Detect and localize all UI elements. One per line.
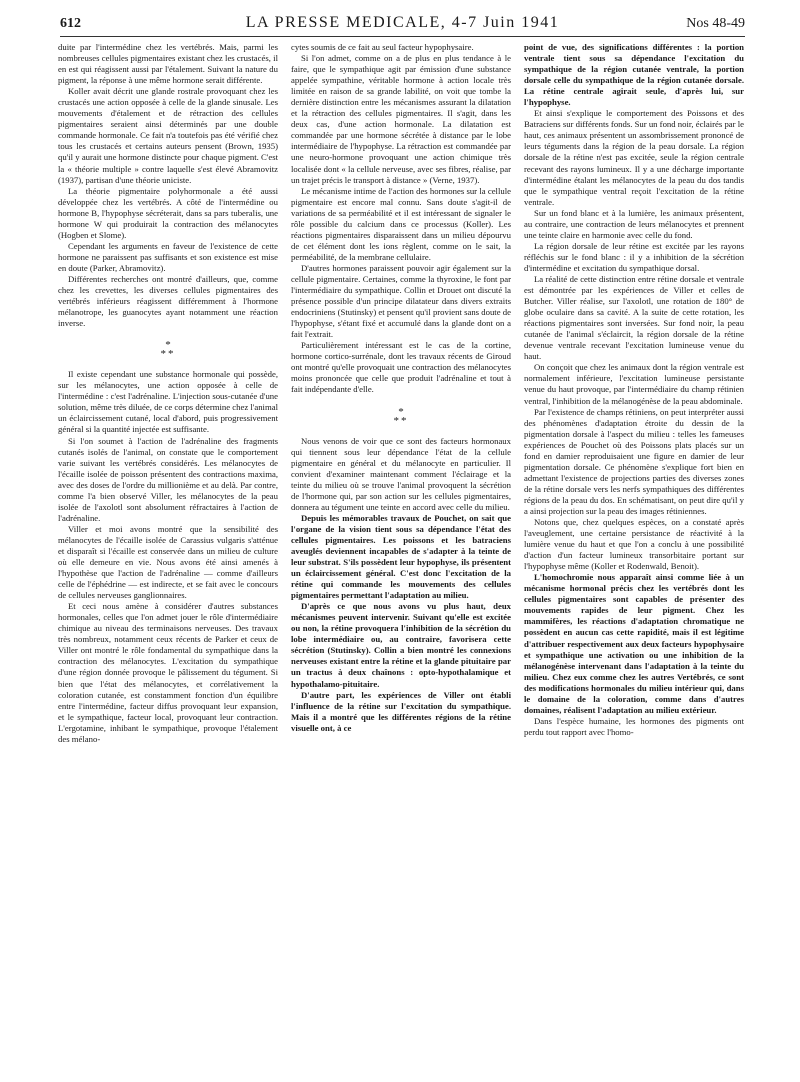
paragraph: Particulièrement intéressant est le cas de la cortine, hormone cortico-surrénale, dont les travaux récents de Giroud ont montré qu'elle provoquait une contraction des mélanocytes moins prononcée que celle que produit l'adrénaline et tout à fait indépendante d'elle. [291,340,511,395]
paragraph: Le mécanisme intime de l'action des hormones sur la cellule pigmentaire est encore mal connu. Sans doute s'agit-il de variations de sa perméabilité et il est intéressant de signaler le rôle possible du calcium dans ce processus (Koller). Les réactions pigmentaires disparaissent dans un milieu dépourvu de cet élément dont les ions règlent, comme on le sait, la perméabilité, de la membrane cellulaire. [291,185,511,262]
paragraph: Cependant les arguments en faveur de l'existence de cette hormone ne paraissent pas suffisants et son existence est mise en doute (Parker, Abramovitz). [58,240,278,273]
section-separator-asterisks: * ** [393,405,409,427]
paragraph: D'après ce que nous avons vu plus haut, deux mécanismes peuvent intervenir. Suivant qu'elle est excitée ou non, la rétine provoquera l'inhibition de la sécrétion du lobe intermédiaire ou, au contraire, favorisera cette sécrétion (Stutinsky). Collin a bien montré les connexions nerveuses existant entre la rétine et la glande pituitaire par un tractus à deux chaînons : opto-hypothalamique et hypothalamo-pituitaire. [291,601,511,689]
paragraph: cytes soumis de ce fait au seul facteur hypophysaire. [291,42,474,52]
text-column-3 [524,42,744,738]
paragraph: point de vue, des significations différentes : la portion ventrale tient sous sa dépendance l'excitation du sympathique de la région cutanée ventrale, la portion dorsale celle du sympathique de la région cutanée dorsale. La rétine centrale agirait seule, d'après lui, sur l'hypophyse. [524,42,744,108]
paragraph: Nous venons de voir que ce sont des facteurs hormonaux qui tiennent sous leur dépendance l'état de la cellule pigmentaire en général et du mélanocyte en particulier. Il convient d'examiner maintenant comment l'éclairage et la teinte du milieu où se trouve l'animal provoquent la sécrétion de l'hormone qui, par son action sur les cellules pigmentaires, donnera au tégument une teinte en accord avec celle du milieu. [291,435,511,512]
paragraph: Sur un fond blanc et à la lumière, les animaux présentent, au contraire, une contraction de leurs mélanocytes et prennent une teinte claire en harmonie avec celle du fond. [524,207,744,240]
paragraph: Viller et moi avons montré que la sensibilité des mélanocytes de l'écaille isolée de Carassius vulgaris s'atténue et disparaît si l'écaille est conservée dans un milieu de culture où elle demeure en vie. Nous avons été ainsi amenés à l'hypothèse que l'action de l'adrénaline — comme d'ailleurs celle de l'éphédrine — est indirecte, et se fait avec le concours de cellules nerveuses ganglionnaires. [58,523,278,601]
text-column-2 [291,42,511,734]
paragraph: La région dorsale de leur rétine est excitée par les rayons réfléchis sur le fond blanc : il y a inhibition de la sécrétion d'intermédine et excitation du sympathique dorsal. [524,240,744,273]
paragraph: La théorie pigmentaire polyhormonale a été aussi développée chez les vertébrés. A côté de l'intermédine ou hormone B, l'hypophyse sécréterait, dans sa pars tuberalis, une hormone W qui produirait la contraction des mélanocytes (Hogben et Slome). [58,185,278,240]
journal-title-line [150,14,655,32]
paragraph: Différentes recherches ont montré d'ailleurs, que, comme chez les crevettes, les diverses cellules pigmentaires des vertébrés inférieurs réagissent différemment à l'hormone mélanotrope, les guanocytes ayant notamment une réaction inverse. [58,273,278,329]
section-separator-asterisks: * ** [160,339,176,361]
header-rule [60,36,745,37]
paragraph: Et ceci nous amène à considérer d'autres substances hormonales, celles que l'on admet jouer le rôle d'intermédiaire chimique au niveau des terminaisons nerveuses. Des travaux très nombreux, notamment ceux récents de Parker et ceux de Viller ont montré le rôle fondamental du sympathique dans la contraction des mélanocytes. L'excitation du sympathique d'une région donnée provoque le pâlissement du tégument. Si bien que l'état des mélanocytes, et corrélativement la coloration cutanée, est constamment fonction d'un équilibre entre l'intermédine, facteur diffus provoquant leur expansion, et le sympathique, facteur local, provoquant leur contraction. L'ergotamine, inhibant le sympathique, provoque l'étalement des mélano- [58,601,278,744]
paragraph: L'homochromie nous apparaît ainsi comme liée à un mécanisme hormonal précis chez les vertébrés dont les cellules pigmentaires sont capables de présenter des mouvements rapides de leur pigment. Chez les mammifères, les réactions d'adaptation chromatique ne possèdent en aucun cas cette rapidité, mais il est légitime d'attribuer respectivement aux deux facteurs hypophysaire et sympathique une activation ou une inhibition de la mélanogénèse intervenant dans l'adaptation à la teinte du milieu. Chez eux comme chez les autres Vertébrés, ce sont des modifications hormonales du milieu intérieur qui, dans le domaine de la coloration, comme dans d'autres domaines, réalisent l'adaptation au milieu extérieur. [524,572,744,715]
paragraph: On conçoit que chez les animaux dont la région ventrale est normalement inférieure, l'excitation lumineuse persistante venue du haut provoque, par l'intermédiaire du champ rétinien ventral, l'inhibition de la mélanogénèse de la peau abdominale. [524,362,744,406]
paragraph: D'autre part, les expériences de Viller ont établi l'influence de la rétine sur l'excitation du sympathique. Mais il a montré que les différentes régions de la rétine visuelle ont, à ce [291,689,511,733]
paragraph: Depuis les mémorables travaux de Pouchet, on sait que l'organe de la vision tient sous sa dépendance l'état des cellules pigmentaires. Les poissons et les batraciens aveuglés deviennent incapables de s'adapter à la teinte de leur substrat. S'ils possèdent leur hypophyse, ils présentent un éclaircissement général. C'est donc l'excitation de la rétine qui commande les mouvements des cellules pigmentaires permettant l'adaptation au milieu. [291,512,511,601]
issue-date: 4-7 Juin 1941 [451,14,560,31]
page-number: 612 [60,16,81,31]
paragraph: Si l'on soumet à l'action de l'adrénaline des fragments cutanés isolés de l'animal, on constate que le comportement varie suivant les vertébrés considérés. Les mélanocytes de l'écaille isolée de poisson présentent des contractions maxima, avec des doses de l'ordre du millionième et au delà. Par contre, comme l'a bien observé Viller, les mélanocytes de la peau isolée de l'axolotl sont absolument réfractaires à l'action de l'adrénaline. [58,435,278,523]
paragraph: Notons que, chez quelques espèces, on a constaté après l'aveuglement, une certaine persistance de réactivité à la lumière venue du haut et que l'on a conclu à une possibilité d'action d'un facteur lumineux transorbitaire portant sur l'hypophyse même (Koller et Rodenwald, Benoit). [524,517,744,572]
journal-title: LA PRESSE MEDICALE, [245,14,447,31]
paragraph: Dans l'espèce humaine, les hormones des pigments ont perdu tout rapport avec l'homo- [524,715,744,737]
paragraph: duite par l'intermédine chez les vertébrés. Mais, parmi les nombreuses cellules pigmentaires existant chez les crustacés, il en est qui réagissent aussi par l'étalement. Suivant la nature du pigment, la réponse à une même hormone serait différente. [58,42,278,86]
paragraph: Par l'existence de champs rétiniens, on peut interpréter aussi des phénomènes d'adaptation étroite du dessin de la pigmentation dorsale à l'aspect du milieu : telles les fameuses expériences de Pouchet où des Poissons plats placés sur un fond en damier reproduisaient une figure en damier de leur pigmentation dorsale. Ce phénomène s'explique fort bien en admettant l'existence de projections parties des diverses zones de la rétine dorsale vers les nerfs sympathiques des différentes régions de la peau du dos. En schématisant, on peut dire qu'il y a ainsi projection sur la peau des images rétiniennes. [524,406,744,516]
text-column-1 [58,42,278,745]
paragraph: D'autres hormones paraissent pouvoir agir également sur la cellule pigmentaire. Certaines, comme la thyroxine, le font par l'intermédiaire du sympathique. Collin et Drouet ont discuté la présence possible d'un principe dilatateur dans divers extraits endocriniens (Stutinsky) et pensent qu'il provient sans doute de l'hypophyse, s'étant fixé et accumulé dans la glande dont on a fait l'extrait. [291,262,511,340]
issue-number: Nos 48-49 [686,16,745,31]
paragraph: Il existe cependant une substance hormonale qui possède, sur les mélanocytes, une action opposée à celle de l'intermédine : c'est l'adrénaline. L'injection sous-cutanée d'une solution, même très diluée, de ce corps détermine chez l'animal un éclaircissement cutané, local d'abord, puis progressivement général si la quantité injectée est suffisante. [58,369,278,435]
paragraph: Koller avait décrit une glande rostrale provoquant chez les crustacés une action opposée à celle de la glande sinusale. Les mouvements d'étalement et de rétraction des cellules pigmentaires seraient ainsi déterminés par une double commande hormonale. Ce fait n'a toutefois pas été vérifié chez tous les crustacés et certains auteurs pensent (Brown, 1935) qu'il y aurait une hormone distincte pour chaque pigment. C'est la « théorie multiple » contre laquelle s'est élevé Abramovitz (1937), partisan d'une théorie uniciste. [58,86,278,185]
paragraph: Et ainsi s'explique le comportement des Poissons et des Batraciens sur différents fonds. Sur un fond noir, éclairés par le haut, ces animaux présentent un assombrissement prononcé de leurs téguments dans la région de la peau dorsale. La région dorsale de la rétine n'est pas excitée, seule la région centrale recevant des rayons lumineux. Il y a une décharge importante d'intermédine étalant les mélanocytes de la peau du dos tandis que le sympathique ventral reçoit l'excitation de la rétine ventrale. [524,108,744,207]
paragraph: Si l'on admet, comme on a de plus en plus tendance à le faire, que le sympathique agit par émission d'une substance appelée sympathine, véritable hormone à action locale très limitée en raison de sa grande labilité, on voit que tombe la dernière distinction entre les mécanismes assurant la dilatation et la rétraction des cellules pigmentaires. Il s'agit, dans les deux cas, d'une action hormonale. La dilatation est commandée par une hormone sécrétée à distance par le lobe intermédiaire de l'hypophyse. La rétraction est commandée par une neuro-hormone provoquant une action chimique très localisée dont « la cellule nerveuse, avec ses fibres, réalise, par un trajet précis le transport à distance » (Verne, 1937). [291,53,511,185]
running-header [60,14,745,36]
paragraph: La réalité de cette distinction entre rétine dorsale et ventrale est démontrée par les expériences de Viller et celles de Butcher. Viller réalise, sur l'axolotl, une rotation de 180° de globe oculaire dans sa cavité. A la suite de cette rotation, les réactions pigmentaires sont inversées. Sur fond noir, la peau cutanée de l'animal s'éclaircit, la région dorsale de la rétine devenue ventrale recevant l'excitation lumineuse venue du haut. [524,273,744,362]
